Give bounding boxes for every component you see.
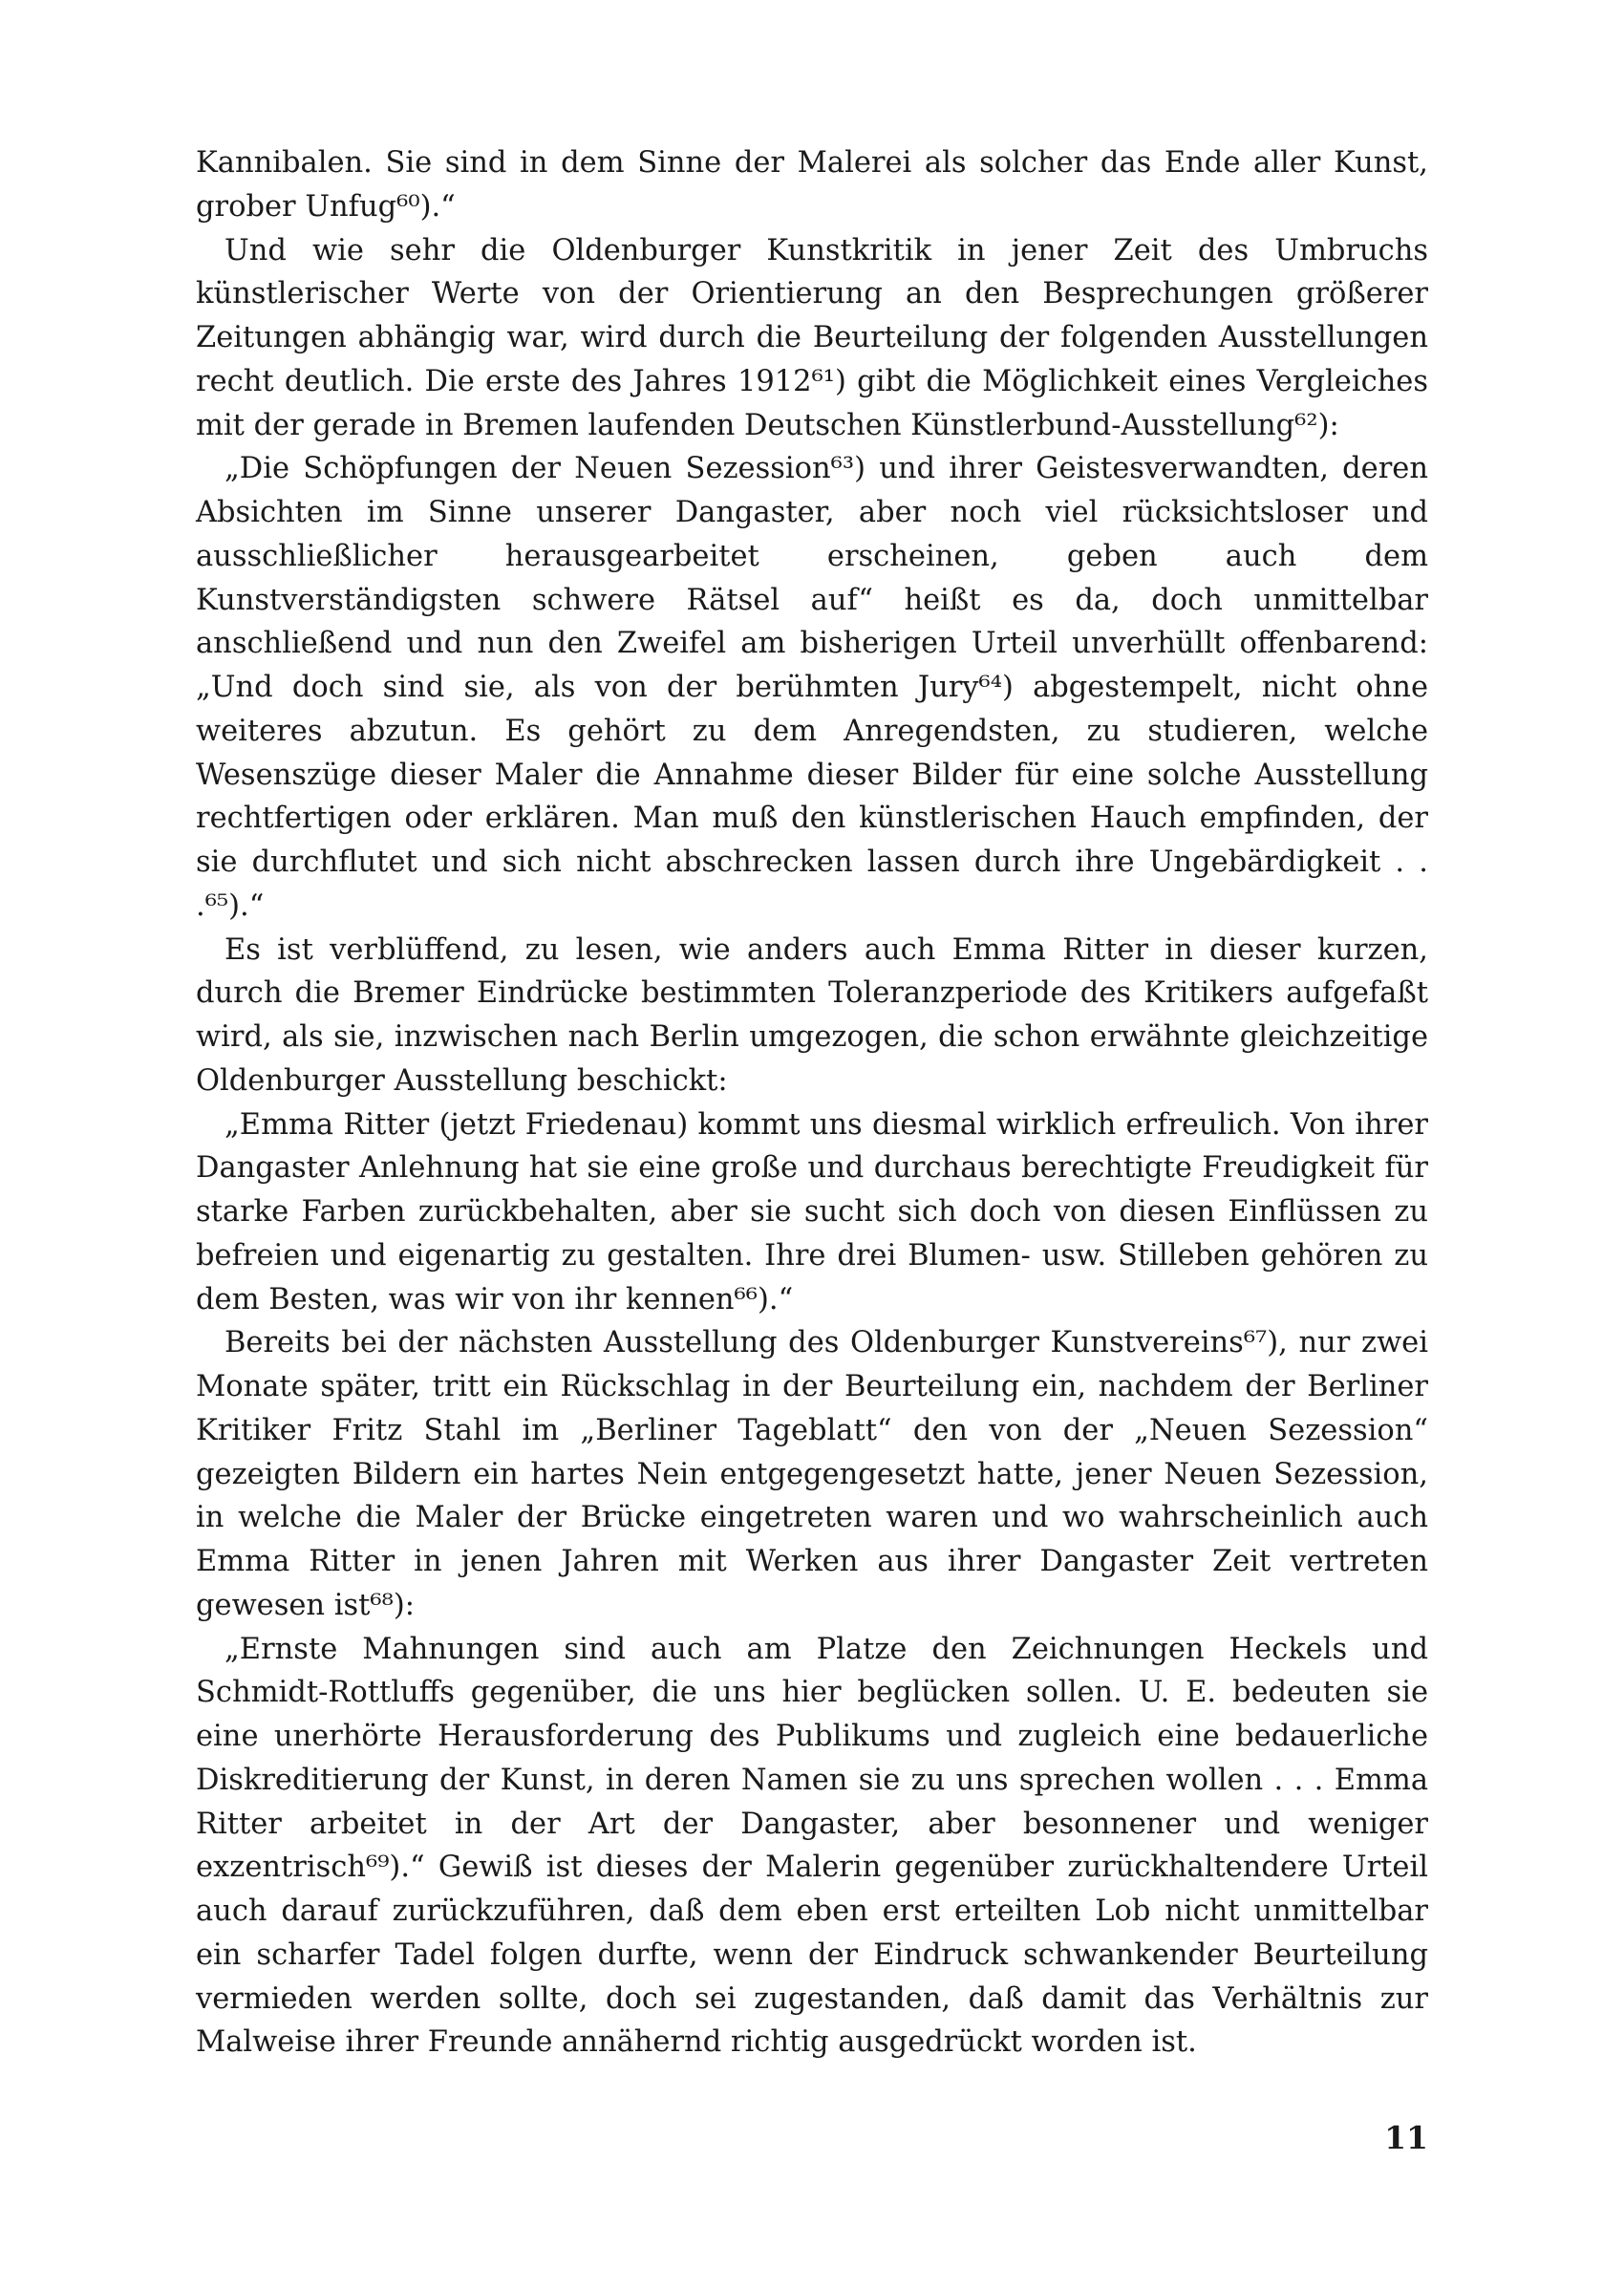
paragraph-6: Bereits bei der nächsten Ausstellung des Oldenburger Kunstvereins⁶⁷), nur zwei Monate später, tritt ein Rückschlag in der Beurteilung ein, nachdem der Berliner Kritiker Fritz Stahl im „Berliner Tageblatt“ den von der „Neuen Sezession“ gezeigten Bildern ein hartes Nein entgegengesetzt hatte, jener Neuen Sezession, in welche die Maler der Brücke eingetreten waren und wo wahrscheinlich auch Emma Ritter in jenen Jahren mit Werken aus ihrer Dangaster Zeit vertreten gewesen ist⁶⁸): bbox=[196, 1326, 1428, 1622]
paragraph-2: Und wie sehr die Oldenburger Kunstkritik in jener Zeit des Umbruchs künstlerischer Werte von der Orientierung an den Besprechungen größerer Zeitungen abhängig war, wird durch die Beurteilung der folgenden Ausstellungen recht deutlich. Die erste des Jahres 1912⁶¹) gibt die Möglichkeit eines Vergleiches mit der gerade in Bremen laufenden Deutschen Künstlerbund-Ausstellung⁶²): bbox=[196, 233, 1428, 442]
paragraph-5: „Emma Ritter (jetzt Friedenau) kommt uns diesmal wirklich erfreulich. Von ihrer Dangaster Anlehnung hat sie eine große und durchaus berechtigte Freudigkeit für starke Farben zurückbehalten, aber sie sucht sich doch von diesen Einflüssen zu befreien und eigenartig zu gestalten. Ihre drei Blumen- usw. Stilleben gehören zu dem Besten, was wir von ihr kennen⁶⁶).“ bbox=[196, 1107, 1428, 1316]
paragraph-1: Kannibalen. Sie sind in dem Sinne der Malerei als solcher das Ende aller Kunst, grober Unfug⁶⁰).“ bbox=[196, 146, 1428, 224]
body-text bbox=[196, 141, 1428, 2065]
paragraph-4: Es ist verblüffend, zu lesen, wie anders auch Emma Ritter in dieser kurzen, durch die Bremer Eindrücke bestimmten Toleranzperiode des Kritikers aufgefaßt wird, als sie, inzwischen nach Berlin umgezogen, die schon erwähnte gleichzeitige Oldenburger Ausstellung beschickt: bbox=[196, 932, 1428, 1098]
paragraph-7: „Ernste Mahnungen sind auch am Platze den Zeichnungen Heckels und Schmidt-Rottluffs gegenüber, die uns hier beglücken sollen. U. E. bedeuten sie eine unerhörte Herausforderung des Publikums und zugleich eine bedauerliche Diskreditierung der Kunst, in deren Namen sie zu uns sprechen wollen . . . Emma Ritter arbeitet in der Art der Dangaster, aber besonnener und weniger exzentrisch⁶⁹).“ Gewiß ist dieses der Malerin gegenüber zurückhaltendere Urteil auch darauf zurückzuführen, daß dem eben erst erteilten Lob nicht unmittelbar ein scharfer Tadel folgen durfte, wenn der Eindruck schwankender Beurteilung vermieden werden sollte, doch sei zugestanden, daß damit das Verhältnis zur Malweise ihrer Freunde annähernd richtig ausgedrückt worden ist. bbox=[196, 1632, 1428, 2060]
paragraph-3: „Die Schöpfungen der Neuen Sezession⁶³) und ihrer Geistesverwandten, deren Absichten im Sinne unserer Dangaster, aber noch viel rücksichtsloser und ausschließlicher herausgearbeitet erscheinen, geben auch dem Kunstverständigsten schwere Rätsel auf“ heißt es da, doch unmittelbar anschließend und nun den Zweifel am bisherigen Urteil unverhüllt offenbarend: „Und doch sind sie, als von der berühmten Jury⁶⁴) abgestempelt, nicht ohne weiteres abzutun. Es gehört zu dem Anregendsten, zu studieren, welche Wesenszüge dieser Maler die Annahme dieser Bilder für eine solche Ausstellung rechtfertigen oder erklären. Man muß den künstlerischen Hauch empfinden, der sie durchflutet und sich nicht abschrecken lassen durch ihre Ungebärdigkeit . . .⁶⁵).“ bbox=[196, 452, 1428, 923]
page-number: 11 bbox=[1384, 2119, 1428, 2156]
